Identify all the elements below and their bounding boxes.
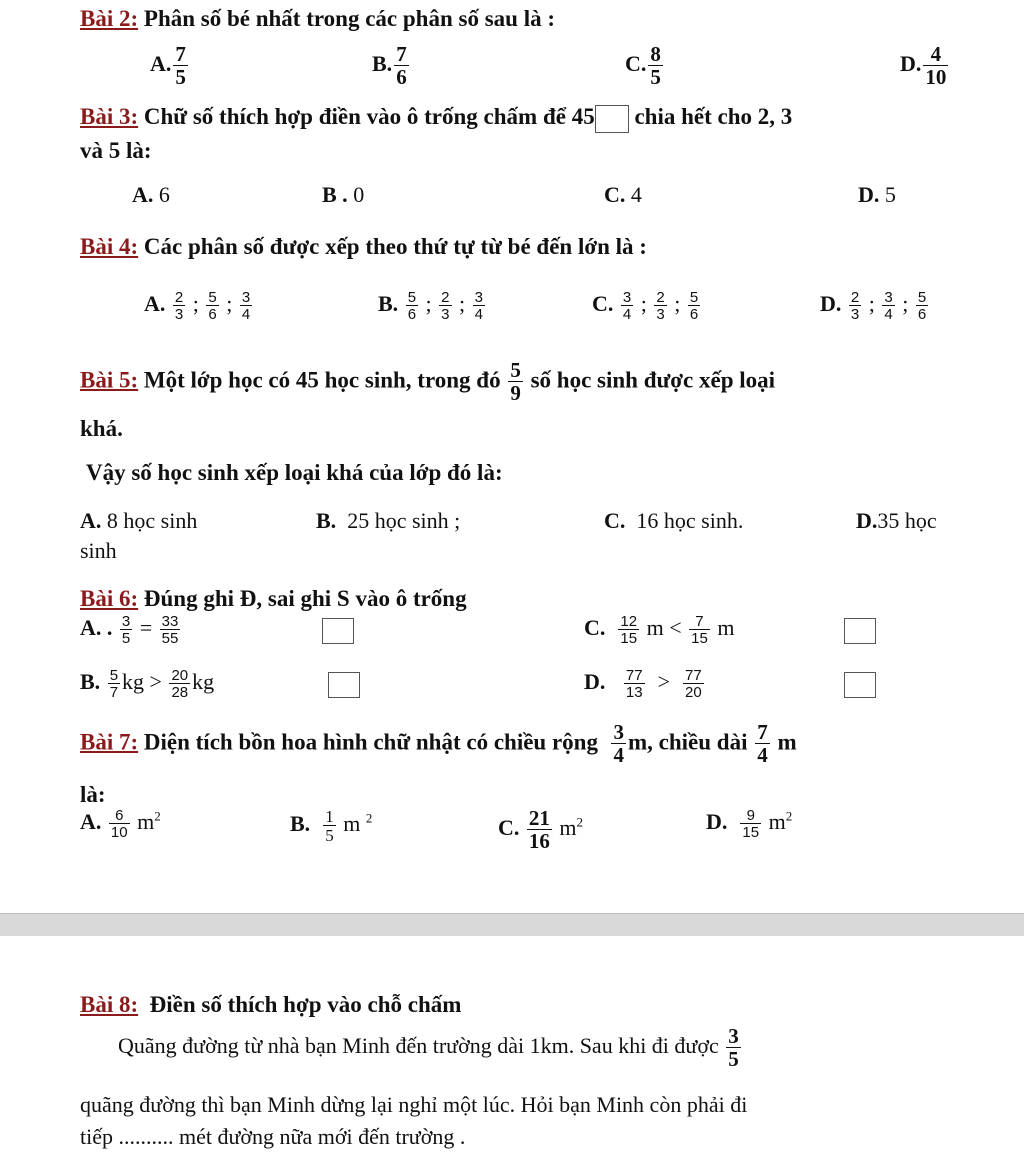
- bai6-a-answer-box[interactable]: [320, 618, 356, 644]
- bai8-line-2: quãng đường thì bạn Minh dừng lại nghỉ một lúc. Hỏi bạn Minh còn phải đi: [80, 1092, 748, 1117]
- bai5-question: [80, 360, 775, 404]
- bai4-question: [80, 234, 647, 260]
- bai3-option-b: B . 0: [322, 182, 365, 207]
- bai7-option-c: C. $\frac{21}{16}$ $m^2$: [498, 806, 584, 853]
- bai7-question: [80, 722, 797, 766]
- bai4-option-a: A. $\frac{2}{3}$ ; $\frac{5}{6}$ ; $\frac{3}{4}$: [144, 289, 251, 323]
- bai5-text-a: Một lớp học có 45 học sinh, trong đó: [143, 367, 501, 393]
- bai2-question: [80, 6, 555, 32]
- option-letter: D.: [900, 51, 922, 77]
- option-letter: A.: [150, 51, 172, 77]
- bai5-text-b: số học sinh được xếp loại: [530, 367, 776, 393]
- fraction: $\frac{7}{6}$: [396, 42, 407, 89]
- bai5-option-d-wrap: sinh: [80, 538, 117, 563]
- bai3-label: Bài 3:: [80, 104, 139, 129]
- fraction: $\frac{8}{5}$: [650, 42, 661, 89]
- bai8-label: Bài 8:: [80, 992, 139, 1017]
- fraction: $\frac{3}{5}$: [728, 1024, 739, 1071]
- bai2-option-c: [625, 44, 665, 88]
- bai7-option-d: D. $\frac{9}{15}$ $m^2$: [706, 807, 793, 841]
- bai4-label: Bài 4:: [80, 234, 139, 259]
- bai3-question: [80, 104, 792, 133]
- bai2-option-a: [150, 44, 190, 88]
- bai6-c-answer-box[interactable]: [842, 618, 878, 644]
- bai7-option-a: A. $\frac{6}{10}$ $m^2$: [80, 807, 161, 841]
- bai6-item-d: D. $\frac{77}{13}$ > $\frac{77}{20}$: [584, 667, 702, 701]
- bai4-option-b: B. $\frac{5}{6}$ ; $\frac{2}{3}$ ; $\frac{3}{4}$: [378, 289, 483, 323]
- bai6-b-answer-box[interactable]: [326, 672, 362, 698]
- bai7-text-a: Diện tích bồn hoa hình chữ nhật có chiều rộng: [143, 729, 598, 755]
- bai8-line-1: [118, 1026, 743, 1070]
- bai7-text-c: m: [777, 729, 797, 755]
- bai5-option-d: D.35 học: [856, 508, 937, 533]
- bai6-item-a: A. . $\frac{3}{5}$ = $\frac{33}{55}$: [80, 613, 179, 647]
- bai8-text: Điền số thích hợp vào chỗ chấm: [149, 992, 462, 1017]
- bai6-item-b: B. $\frac{5}{7}$ kg > $\frac{20}{28}$ kg: [80, 667, 215, 701]
- bai7-text-b: m, chiều dài: [627, 729, 748, 755]
- bai6-item-c: C. $\frac{12}{15}$ m < $\frac{7}{15}$ m: [584, 613, 735, 647]
- bai6-d-answer-box[interactable]: [842, 672, 878, 698]
- bai8-line-3: tiếp .......... mét đường nữa mới đến trường .: [80, 1124, 466, 1149]
- bai8-line1-text: Quãng đường từ nhà bạn Minh đến trường dài 1km. Sau khi đi được: [118, 1033, 719, 1059]
- fraction: $\frac{3}{4}$: [613, 720, 624, 767]
- bai4-option-d: D. $\frac{2}{3}$ ; $\frac{3}{4}$ ; $\frac{5}{6}$: [820, 289, 927, 323]
- bai4-option-c: C. $\frac{3}{4}$ ; $\frac{2}{3}$ ; $\frac{5}{6}$: [592, 289, 699, 323]
- bai2-label: Bài 2:: [80, 6, 139, 31]
- bai5-text-d: Vậy số học sinh xếp loại khá của lớp đó là:: [86, 460, 503, 485]
- fraction: $\frac{4}{10}$: [925, 42, 947, 89]
- bai5-option-a: A. 8 học sinh: [80, 508, 198, 533]
- option-letter: C.: [625, 51, 647, 77]
- blank-box: [595, 105, 629, 133]
- fraction: $\frac{7}{5}$: [175, 42, 186, 89]
- bai6-label: Bài 6:: [80, 586, 139, 611]
- bai2-text: Phân số bé nhất trong các phân số sau là :: [143, 6, 555, 31]
- bai4-text: Các phân số được xếp theo thứ tự từ bé đến lớn là :: [143, 234, 647, 259]
- bai7-option-b: B. $\frac{1}{5}$ m $^2$: [290, 807, 373, 845]
- bai2-option-b: [372, 44, 411, 88]
- bai3-option-c: C. 4: [604, 182, 642, 207]
- bai3-text-c: và 5 là:: [80, 138, 152, 163]
- bai8-question: [80, 992, 461, 1018]
- bai5-label: Bài 5:: [80, 367, 139, 393]
- page-break-separator: [0, 913, 1024, 937]
- bai3-text-a: Chữ số thích hợp điền vào ô trống chấm để 45: [143, 104, 595, 129]
- bai7-label: Bài 7:: [80, 729, 139, 755]
- bai5-option-c: C. 16 học sinh.: [604, 508, 744, 533]
- bai6-question: [80, 586, 467, 612]
- option-letter: B.: [372, 51, 393, 77]
- bai7-text-d: là:: [80, 782, 106, 807]
- fraction: $\frac{5}{9}$: [510, 358, 521, 405]
- bai2-option-d: [900, 44, 950, 88]
- fraction: $\frac{7}{4}$: [757, 720, 768, 767]
- bai5-text-c: khá.: [80, 416, 123, 441]
- bai3-option-a: A. 6: [132, 182, 170, 207]
- bai3-option-d: D. 5: [858, 182, 896, 207]
- bai3-text-b: chia hết cho 2, 3: [634, 104, 793, 129]
- bai5-option-b: B. 25 học sinh ;: [316, 508, 461, 533]
- bai6-text: Đúng ghi Đ, sai ghi S vào ô trống: [143, 586, 467, 611]
